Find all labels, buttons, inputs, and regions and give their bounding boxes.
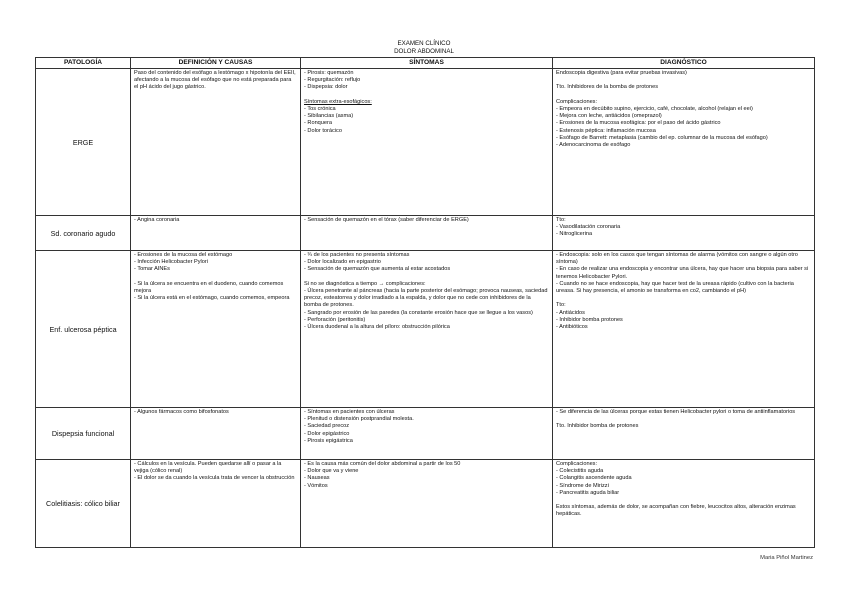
diagnosis-cell <box>553 69 815 216</box>
symptoms-line: - Sibilancias (asma) <box>304 113 354 120</box>
diagnosis-line: - Antibióticos <box>556 324 588 331</box>
symptoms-line: - ¾ de los pacientes no presenta síntomas <box>304 252 410 258</box>
definition-line: Paso del contenido del esófago a lestómago x hipotonía del EEII, afectando a la mucosa del esófago que no está preparada para el pH ácido del jugo gástrico. <box>134 70 296 91</box>
symptoms-line: - Vómitos <box>304 482 328 489</box>
symptoms-line: - Saciedad precoz <box>304 423 350 430</box>
diagnosis-line: - Cuando no se hace endoscopia, hay que hacer test de la ureasa rápido (cultivo con la bacteria ureasa. Si hay presencia, el amonio se transforma en co2, cambiando el pH) <box>556 280 794 295</box>
diagnosis-line: - Pancreatitis aguda biliar <box>556 489 620 496</box>
symptoms-line: - Pirosis epigástrica <box>304 437 353 444</box>
symptoms-line: - Sangrado por erosión de las paredes (la constante erosión hace que se llegue a los vasos) <box>304 309 533 316</box>
diagnosis-line: Complicaciones: <box>556 461 598 467</box>
symptoms-cell <box>301 460 553 548</box>
definition-line: - Erosiones de la mucosa del estómago <box>134 252 233 258</box>
diagnosis-line: - Antiácidos <box>556 309 585 316</box>
symptoms-line: - Dolor epigástrico <box>304 430 350 437</box>
symptoms-line: - Ronquera <box>304 120 332 127</box>
table-row <box>36 69 815 216</box>
diagnosis-line: Estos síntomas, además de dolor, se acompañan con fiebre, leucocitos altos, alteración enzimas hepáticas. <box>556 504 796 518</box>
pathology-name: Sd. coronario agudo <box>36 216 131 251</box>
diagnosis-line: Tto. Inhibidor bomba de protones <box>556 423 639 430</box>
diagnosis-line: - Colangitis ascendente aguda <box>556 475 632 482</box>
diagnosis-cell <box>553 251 815 408</box>
definition-line: - Si la úlcera se encuentra en el duodeno, cuando comemos mejora <box>134 280 284 294</box>
definition-line: - Infección Helicobacter Pylori <box>134 259 208 266</box>
diagnosis-line: - Mejora con leche, antiácidos (omeprazol) <box>556 113 662 120</box>
symptoms-line <box>304 274 549 281</box>
diagnosis-line: - Nitroglicerina <box>556 231 593 238</box>
pathology-name: Colelitiasis: cólico biliar <box>36 460 131 548</box>
definition-line: - Cálculos en la vesícula. Pueden quedarse allí o pasar a la vejiga (cólico renal) <box>134 461 282 475</box>
diagnosis-line: - Adenocarcinoma de esófago <box>556 142 631 148</box>
diagnosis-line: Tto: <box>556 302 566 309</box>
pathology-table <box>35 57 815 548</box>
diagnosis-line: Tto: <box>556 217 566 223</box>
symptoms-line: - Síntomas en pacientes con úlceras <box>304 409 395 415</box>
table-row <box>36 460 815 548</box>
symptoms-cell <box>301 251 553 408</box>
table-row <box>36 216 815 251</box>
table-row <box>36 408 815 460</box>
diagnosis-line: - Colecistitis aguda <box>556 468 604 475</box>
symptoms-line: - Pirosis: quemazón <box>304 70 354 76</box>
diagnosis-line: - Vasodilatación coronaria <box>556 224 621 231</box>
symptoms-cell <box>301 69 553 216</box>
symptoms-line: - Es la causa más común del dolor abdominal a partir de los 50 <box>304 461 461 467</box>
symptoms-line: - Dispepsia: dolor <box>304 84 348 91</box>
diagnosis-line: - Inhibidor bomba protones <box>556 316 623 323</box>
pathology-name: Enf. ulcerosa péptica <box>36 251 131 408</box>
diagnosis-line <box>556 77 811 84</box>
diagnosis-line: Endoscopia digestiva (para evitar pruebas invasivas) <box>556 70 687 76</box>
table-header-row <box>36 58 815 69</box>
symptoms-cell <box>301 408 553 460</box>
definition-cell <box>131 69 301 216</box>
definition-line: - El dolor se da cuando la vesícula trata de vencer la obstrucción <box>134 475 295 482</box>
document-subtitle: DOLOR ABDOMINAL <box>394 48 454 55</box>
diagnosis-line <box>556 92 811 99</box>
column-header: DEFINICIÓN Y CAUSAS <box>131 58 301 69</box>
column-header: SÍNTOMAS <box>301 58 553 69</box>
symptoms-line: - Úlcera duodenal a la altura del píloro: obstrucción pilórica <box>304 324 450 331</box>
diagnosis-line: - Síndrome de Mirizzi <box>556 482 609 489</box>
definition-cell <box>131 251 301 408</box>
symptoms-line: - Tos crónica <box>304 106 336 112</box>
symptoms-line: - Regurgitación: reflujo <box>304 77 361 84</box>
diagnosis-line <box>556 497 811 504</box>
diagnosis-line: - Esófago de Barrett: metaplasia (cambio del ep. columnar de la mucosa del esófago) <box>556 134 768 141</box>
definition-cell <box>131 408 301 460</box>
definition-line: - Si la úlcera está en el estómago, cuando comemos, empeora <box>134 295 290 302</box>
definition-line: - Angina coronaria <box>134 217 180 223</box>
diagnosis-line: - Se diferencia de las úlceras porque estas tienen Helicobacter pylori o toma de antiinflamatorios <box>556 409 796 415</box>
pathology-name: Dispepsia funcional <box>36 408 131 460</box>
definition-line: - Tomar AINEs <box>134 266 170 273</box>
symptoms-line: - Plenitud o distensión postprandial molesta. <box>304 416 414 423</box>
symptoms-line: Si no se diagnóstica a tiempo → complicaciones: <box>304 280 426 287</box>
diagnosis-cell <box>553 460 815 548</box>
symptoms-line: - Nauseas <box>304 475 330 482</box>
document-title: EXAMEN CLÍNICO <box>397 40 451 47</box>
symptoms-line: - Sensación de quemazón que aumenta al estar acostados <box>304 266 451 273</box>
diagnosis-line: - Estenosis péptica: inflamación mucosa <box>556 127 656 134</box>
column-header: DIAGNÓSTICO <box>553 58 815 69</box>
diagnosis-cell <box>553 216 815 251</box>
symptoms-line: - Perforación (peritonitis) <box>304 316 366 323</box>
diagnosis-line <box>556 295 811 302</box>
diagnosis-line: Complicaciones: <box>556 98 598 105</box>
symptoms-line <box>304 92 549 99</box>
symptoms-line: Síntomas extra-esofágicos: <box>304 98 372 105</box>
symptoms-line: - Úlcera penetrante al páncreas (hacia la parte posterior del esómago; provoca nauseas, saciedad precoz, esteatorrea y dolor irradiado a la espalda, y dolor que no cede con inhibidores de la bomba de protones. <box>304 288 548 309</box>
diagnosis-line: - Erosiones de la mucosa esofágica: por el paso del ácido gástrico <box>556 120 721 127</box>
definition-line <box>134 274 297 281</box>
author-signature: Maria Piñol Martinez <box>760 555 813 561</box>
symptoms-cell <box>301 216 553 251</box>
diagnosis-cell <box>553 408 815 460</box>
diagnosis-line: - En caso de realizar una endoscopia y encontrar una úlcera, hay que hacer una biopsia para saber si tenemos Helicobacter Pylori. <box>556 266 809 280</box>
diagnosis-line: - Endoscopia: solo en los casos que tengan síntomas de alarma (vómitos con sangre o algún otro síntoma) <box>556 252 798 266</box>
pathology-name: ERGE <box>36 69 131 216</box>
symptoms-line: - Dolor que va y viene <box>304 468 359 475</box>
definition-cell <box>131 216 301 251</box>
diagnosis-line: Tto. Inhibidores de la bomba de protones <box>556 84 658 91</box>
symptoms-line: - Dolor torácico <box>304 127 342 134</box>
definition-cell <box>131 460 301 548</box>
definition-line: - Algunos fármacos como bifosfonatos <box>134 409 229 415</box>
diagnosis-line <box>556 416 811 423</box>
symptoms-line: - Dolor localizado en epigastrio <box>304 259 381 266</box>
table-row <box>36 251 815 408</box>
column-header: PATOLOGÍA <box>36 58 131 69</box>
symptoms-line: - Sensación de quemazón en el tórax (saber diferenciar de ERGE) <box>304 217 469 223</box>
diagnosis-line: - Empeora en decúbito supino, ejercicio, café, chocolate, alcohol (relajan el eei) <box>556 105 753 112</box>
